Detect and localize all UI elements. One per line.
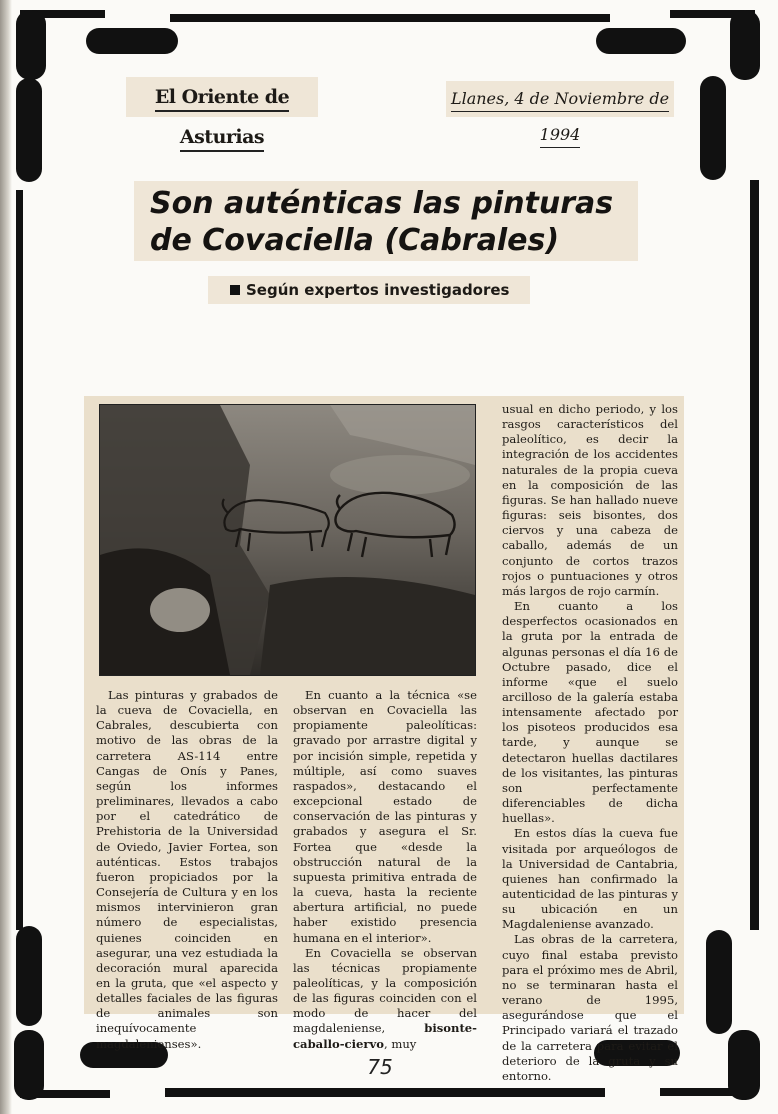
square-bullet-icon bbox=[230, 285, 240, 295]
article-text: , muy bbox=[383, 1036, 417, 1051]
headline-line-2: de Covaciella (Cabrales) bbox=[150, 223, 560, 258]
subheadline-text: Según expertos investigadores bbox=[246, 281, 510, 299]
article-column-1 bbox=[96, 688, 278, 1052]
article-column-2 bbox=[293, 688, 477, 1052]
article-column-3 bbox=[502, 402, 678, 1084]
article-paragraph: En estos días la cueva fue visitada por arqueólogos de la Universidad de Cantabria, quienes han confirmado la autenticidad de las pinturas y su ubicación en un Magdaleniense avanzado. bbox=[502, 826, 678, 932]
article-paragraph: En cuanto a los desperfectos ocasionados en la gruta por la entrada de algunas personas el día 16 de Octubre pasado, dice el informe «que el suelo arcilloso de la galería estaba intensamente afectado por los pisoteos producidos esa tarde, y aunque se detectaron huellas dactilares de los visitantes, las pinturas son perfectamente diferenciables de dicha huellas». bbox=[502, 599, 678, 826]
article-paragraph: Las obras de la carretera, cuyo final estaba previsto para el próximo mes de Abril, no se terminaran hasta el verano de 1995, asegurándose que el Principado variará el trazado de la carretera para evitar el deterioro de la gruta y su entorno. bbox=[502, 932, 678, 1083]
article-text: En Covaciella se observan las técnicas propiamente paleolíticas, y la composición de las figuras coinciden con el modo de hacer del magdaleniense, bbox=[293, 945, 477, 1036]
article-paragraph: En cuanto a la técnica «se observan en Covaciella las propiamente paleolíticas: gravado por arrastre digital y por incisión simple, repetida y múltiple, así como suaves raspados», destacando el excepcional estado de conservación de las pinturas y grabados y asegura el Sr. Fortea que «desde la obstrucción natural de la supuesta primitiva entrada de la cueva, hasta la reciente abertura artificial, no puede haber existido presencia humana en el interior». bbox=[293, 688, 477, 945]
article-paragraph: usual en dicho periodo, y los rasgos característicos del paleolítico, es decir la integración de los accidentes naturales de la propia cueva en la composición de las figuras. Se han hallado nueve figuras: seis bisontes, dos ciervos y una cabeza de caballo, además de un conjunto de cortos trazos rojos o puntuaciones y otros más largos de rojo carmín. bbox=[502, 402, 678, 598]
dateline bbox=[446, 81, 674, 144]
dateline-text: Llanes, 4 de Noviembre de 1994 bbox=[451, 89, 669, 148]
page-number: 75 bbox=[367, 1055, 393, 1079]
article-bold-text: bisonte-caballo-ciervo bbox=[293, 1021, 477, 1051]
headline-line-1: Son auténticas las pinturas bbox=[150, 186, 614, 221]
cave-bison-illustration bbox=[100, 405, 475, 675]
newspaper-name: El Oriente de Asturias bbox=[155, 86, 289, 152]
cave-painting-photo bbox=[99, 404, 476, 676]
article-paragraph: Las pinturas y grabados de la cueva de Covaciella, en Cabrales, descubierta con motivo de las obras de la carretera AS-114 entre Cangas de Onís y Panes, según los informes preliminares, llevados a cabo por el catedrático de Prehistoria de la Universidad de Oviedo, Javier Fortea, son auténticas. Estos trabajos fueron propiciados por la Consejería de Cultura y en los mismos intervinieron gran número de especialistas, quienes coinciden en asegurar, una vez estudiada la decoración mural aparecida en la gruta, que «el aspecto y detalles faciales de las figuras de animales son inequívocamente magdalenienses». bbox=[96, 688, 278, 1051]
subheadline bbox=[208, 276, 530, 304]
book-spine-shadow bbox=[0, 0, 12, 1114]
article-paragraph bbox=[293, 946, 477, 1052]
headline bbox=[134, 181, 638, 261]
newspaper-masthead bbox=[126, 77, 318, 148]
